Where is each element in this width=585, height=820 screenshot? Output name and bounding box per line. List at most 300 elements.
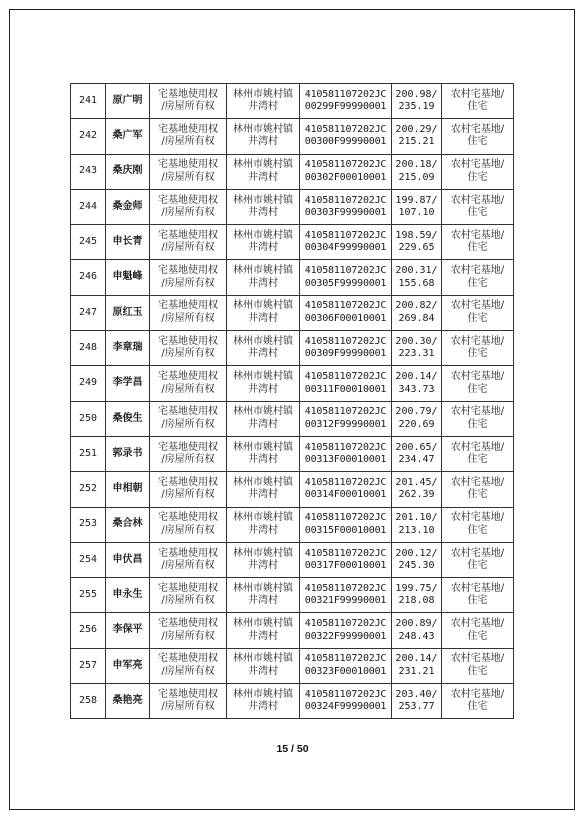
right-type-cell: [150, 613, 227, 648]
table-row: [71, 648, 514, 683]
table-row: [71, 578, 514, 613]
unit-code-cell: [300, 436, 392, 471]
table-row: [71, 189, 514, 224]
table-row: [71, 472, 514, 507]
usage-cell: [442, 225, 514, 260]
right-type-line: 宅基地使用权: [158, 194, 218, 206]
location-cell: [227, 401, 300, 436]
unit-code-line: 410581107202JC: [304, 476, 387, 488]
area-cell: [392, 119, 442, 154]
location-line: 井湾村: [248, 207, 278, 219]
location-line: 林州市姚村镇: [233, 229, 293, 241]
area-line: 215.21: [398, 136, 435, 148]
unit-code-cell: [300, 684, 392, 719]
area-cell: [392, 295, 442, 330]
usage-line: 住宅: [467, 489, 488, 501]
unit-code-line: 410581107202JC: [304, 229, 387, 241]
usage-cell: [442, 401, 514, 436]
right-type-line: 宅基地使用权: [158, 653, 218, 665]
row-number-cell: 248: [71, 331, 106, 366]
right-type-cell: [150, 260, 227, 295]
right-type-cell: [150, 119, 227, 154]
right-type-cell: [150, 295, 227, 330]
location-cell: [227, 119, 300, 154]
unit-code-line: 410581107202JC: [304, 194, 387, 206]
location-line: 井湾村: [248, 489, 278, 501]
right-type-cell: [150, 84, 227, 119]
right-type-line: 宅基地使用权: [158, 371, 218, 383]
usage-cell: [442, 331, 514, 366]
area-cell: [392, 436, 442, 471]
usage-line: 住宅: [467, 171, 488, 183]
right-type-cell: [150, 436, 227, 471]
area-line: 213.10: [398, 524, 435, 536]
location-line: 井湾村: [248, 171, 278, 183]
right-type-line: 宅基地使用权: [158, 88, 218, 100]
area-cell: [392, 366, 442, 401]
row-number-cell: 246: [71, 260, 106, 295]
property-registry-table: [70, 83, 514, 719]
area-line: 220.69: [398, 418, 435, 430]
unit-code-line: 00304F99990001: [304, 242, 387, 254]
location-line: 林州市姚村镇: [233, 88, 293, 100]
right-type-cell: [150, 366, 227, 401]
unit-code-line: 410581107202JC: [304, 618, 387, 630]
row-number-cell: 249: [71, 366, 106, 401]
usage-line: 住宅: [467, 418, 488, 430]
right-type-line: 宅基地使用权: [158, 300, 218, 312]
location-cell: [227, 613, 300, 648]
unit-code-cell: [300, 472, 392, 507]
area-line: 200.18/: [395, 159, 438, 171]
owner-name-cell: 申永生: [106, 578, 150, 613]
unit-code-cell: [300, 189, 392, 224]
area-line: 198.59/: [395, 229, 438, 241]
location-line: 井湾村: [248, 383, 278, 395]
location-cell: [227, 295, 300, 330]
unit-code-line: 00299F99990001: [304, 101, 387, 113]
right-type-line: /房屋所有权: [161, 348, 215, 360]
right-type-line: 宅基地使用权: [158, 476, 218, 488]
usage-line: 农村宅基地/: [450, 159, 505, 171]
owner-name-cell: 桑广军: [106, 119, 150, 154]
location-cell: [227, 331, 300, 366]
right-type-line: /房屋所有权: [161, 560, 215, 571]
right-type-cell: [150, 154, 227, 189]
right-type-line: /房屋所有权: [161, 524, 215, 536]
area-cell: [392, 648, 442, 683]
area-line: 200.30/: [395, 335, 438, 347]
usage-cell: [442, 119, 514, 154]
location-cell: [227, 154, 300, 189]
unit-code-line: 00303F99990001: [304, 207, 387, 219]
unit-code-cell: [300, 225, 392, 260]
table-row: [71, 225, 514, 260]
right-type-line: /房屋所有权: [161, 489, 215, 501]
location-line: 井湾村: [248, 630, 278, 642]
unit-code-line: 00314F00010001: [304, 489, 387, 501]
row-number-cell: 243: [71, 154, 106, 189]
usage-line: 住宅: [467, 277, 488, 289]
location-line: 井湾村: [248, 101, 278, 113]
area-line: 155.68: [398, 277, 435, 289]
unit-code-line: 410581107202JC: [304, 547, 387, 559]
unit-code-line: 410581107202JC: [304, 406, 387, 418]
row-number-cell: 254: [71, 542, 106, 577]
area-line: 223.31: [398, 348, 435, 360]
area-line: 107.10: [398, 207, 435, 219]
page-number: 15 / 50: [276, 743, 309, 755]
row-number-cell: 242: [71, 119, 106, 154]
location-line: 井湾村: [248, 277, 278, 289]
usage-line: 住宅: [467, 595, 488, 607]
area-line: 248.43: [398, 630, 435, 642]
table-row: [71, 684, 514, 719]
unit-code-cell: [300, 648, 392, 683]
area-cell: [392, 578, 442, 613]
location-cell: [227, 366, 300, 401]
table-row: [71, 331, 514, 366]
right-type-cell: [150, 578, 227, 613]
area-line: 200.14/: [395, 371, 438, 383]
location-line: 林州市姚村镇: [233, 476, 293, 488]
location-line: 林州市姚村镇: [233, 194, 293, 206]
table-row: [71, 295, 514, 330]
unit-code-cell: [300, 613, 392, 648]
area-line: 199.87/: [395, 194, 438, 206]
right-type-line: 宅基地使用权: [158, 547, 218, 559]
area-line: 201.45/: [395, 476, 438, 488]
right-type-cell: [150, 189, 227, 224]
location-line: 林州市姚村镇: [233, 547, 293, 559]
right-type-line: 宅基地使用权: [158, 123, 218, 135]
owner-name-cell: 郭录书: [106, 436, 150, 471]
right-type-line: 宅基地使用权: [158, 441, 218, 453]
location-cell: [227, 260, 300, 295]
right-type-line: /房屋所有权: [161, 277, 215, 289]
row-number-cell: 256: [71, 613, 106, 648]
unit-code-line: 00312F99990001: [304, 418, 387, 430]
location-line: 井湾村: [248, 665, 278, 677]
row-number-cell: 250: [71, 401, 106, 436]
unit-code-line: 410581107202JC: [304, 300, 387, 312]
usage-cell: [442, 84, 514, 119]
location-line: 林州市姚村镇: [233, 335, 293, 347]
row-number-cell: 258: [71, 684, 106, 719]
unit-code-cell: [300, 578, 392, 613]
usage-line: 农村宅基地/: [450, 229, 505, 241]
usage-line: 住宅: [467, 524, 488, 536]
right-type-cell: [150, 225, 227, 260]
unit-code-line: 410581107202JC: [304, 688, 387, 700]
area-cell: [392, 684, 442, 719]
area-line: 203.40/: [395, 688, 438, 700]
usage-line: 农村宅基地/: [450, 194, 505, 206]
unit-code-line: 00315F00010001: [304, 524, 387, 536]
unit-code-line: 00305F99990001: [304, 277, 387, 289]
owner-name-cell: 桑艳亮: [106, 684, 150, 719]
usage-cell: [442, 542, 514, 577]
usage-cell: [442, 260, 514, 295]
right-type-cell: [150, 542, 227, 577]
row-number-cell: 244: [71, 189, 106, 224]
area-line: 235.19: [398, 101, 435, 113]
right-type-line: /房屋所有权: [161, 665, 215, 677]
unit-code-line: 410581107202JC: [304, 441, 387, 453]
owner-name-cell: 桑金师: [106, 189, 150, 224]
location-cell: [227, 189, 300, 224]
area-line: 200.82/: [395, 300, 438, 312]
usage-line: 农村宅基地/: [450, 476, 505, 488]
usage-cell: [442, 578, 514, 613]
unit-code-line: 410581107202JC: [304, 582, 387, 594]
usage-line: 农村宅基地/: [450, 265, 505, 277]
table-body: [71, 84, 514, 719]
usage-cell: [442, 507, 514, 542]
area-line: 200.29/: [395, 123, 438, 135]
unit-code-cell: [300, 119, 392, 154]
right-type-line: /房屋所有权: [161, 312, 215, 324]
usage-line: 住宅: [467, 630, 488, 642]
unit-code-line: 00309F99990001: [304, 348, 387, 360]
usage-line: 住宅: [467, 242, 488, 254]
right-type-line: 宅基地使用权: [158, 229, 218, 241]
right-type-cell: [150, 401, 227, 436]
area-line: 218.08: [398, 595, 435, 607]
location-line: 井湾村: [248, 312, 278, 324]
right-type-cell: [150, 507, 227, 542]
row-number-cell: 255: [71, 578, 106, 613]
area-line: 200.79/: [395, 406, 438, 418]
location-cell: [227, 84, 300, 119]
usage-cell: [442, 684, 514, 719]
unit-code-line: 410581107202JC: [304, 265, 387, 277]
usage-line: 农村宅基地/: [450, 653, 505, 665]
location-line: 林州市姚村镇: [233, 688, 293, 700]
unit-code-line: 410581107202JC: [304, 159, 387, 171]
right-type-line: 宅基地使用权: [158, 582, 218, 594]
table-row: [71, 507, 514, 542]
location-cell: [227, 436, 300, 471]
usage-line: 农村宅基地/: [450, 335, 505, 347]
owner-name-cell: 李学昌: [106, 366, 150, 401]
location-cell: [227, 225, 300, 260]
location-line: 林州市姚村镇: [233, 618, 293, 630]
area-line: 200.31/: [395, 265, 438, 277]
usage-line: 农村宅基地/: [450, 441, 505, 453]
row-number-cell: 253: [71, 507, 106, 542]
unit-code-line: 00317F00010001: [304, 560, 387, 571]
owner-name-cell: 申伏昌: [106, 542, 150, 577]
unit-code-line: 410581107202JC: [304, 335, 387, 347]
right-type-line: /房屋所有权: [161, 630, 215, 642]
owner-name-cell: 桑俊生: [106, 401, 150, 436]
area-cell: [392, 542, 442, 577]
location-cell: [227, 542, 300, 577]
unit-code-cell: [300, 366, 392, 401]
location-line: 林州市姚村镇: [233, 159, 293, 171]
location-cell: [227, 472, 300, 507]
owner-name-cell: 桑合林: [106, 507, 150, 542]
unit-code-cell: [300, 154, 392, 189]
unit-code-cell: [300, 401, 392, 436]
area-line: 229.65: [398, 242, 435, 254]
location-line: 林州市姚村镇: [233, 265, 293, 277]
unit-code-line: 410581107202JC: [304, 123, 387, 135]
area-cell: [392, 613, 442, 648]
unit-code-line: 00323F00010001: [304, 665, 387, 677]
location-line: 林州市姚村镇: [233, 371, 293, 383]
usage-line: 住宅: [467, 560, 488, 571]
area-line: 200.14/: [395, 653, 438, 665]
location-cell: [227, 578, 300, 613]
unit-code-line: 00313F00010001: [304, 454, 387, 466]
right-type-line: 宅基地使用权: [158, 406, 218, 418]
row-number-cell: 251: [71, 436, 106, 471]
usage-line: 农村宅基地/: [450, 300, 505, 312]
location-line: 林州市姚村镇: [233, 512, 293, 524]
owner-name-cell: 李章瑞: [106, 331, 150, 366]
right-type-line: /房屋所有权: [161, 242, 215, 254]
area-line: 269.84: [398, 312, 435, 324]
right-type-line: /房屋所有权: [161, 101, 215, 113]
right-type-line: 宅基地使用权: [158, 618, 218, 630]
area-cell: [392, 472, 442, 507]
location-line: 井湾村: [248, 454, 278, 466]
location-cell: [227, 507, 300, 542]
usage-cell: [442, 436, 514, 471]
area-line: 200.89/: [395, 618, 438, 630]
unit-code-line: 00306F00010001: [304, 312, 387, 324]
right-type-line: 宅基地使用权: [158, 688, 218, 700]
usage-cell: [442, 648, 514, 683]
unit-code-cell: [300, 295, 392, 330]
area-line: 201.10/: [395, 512, 438, 524]
usage-line: 住宅: [467, 701, 488, 713]
location-line: 井湾村: [248, 418, 278, 430]
usage-line: 农村宅基地/: [450, 406, 505, 418]
area-line: 253.77: [398, 701, 435, 713]
area-line: 234.47: [398, 454, 435, 466]
location-line: 井湾村: [248, 701, 278, 713]
usage-line: 农村宅基地/: [450, 512, 505, 524]
area-cell: [392, 225, 442, 260]
owner-name-cell: 原广明: [106, 84, 150, 119]
unit-code-line: 00311F00010001: [304, 383, 387, 395]
right-type-cell: [150, 648, 227, 683]
area-line: 343.73: [398, 383, 435, 395]
table-row: [71, 84, 514, 119]
area-line: 245.30: [398, 560, 435, 571]
right-type-cell: [150, 684, 227, 719]
right-type-line: /房屋所有权: [161, 595, 215, 607]
row-number-cell: 241: [71, 84, 106, 119]
right-type-line: /房屋所有权: [161, 701, 215, 713]
right-type-cell: [150, 472, 227, 507]
location-cell: [227, 684, 300, 719]
right-type-line: /房屋所有权: [161, 207, 215, 219]
right-type-cell: [150, 331, 227, 366]
unit-code-line: 00324F99990001: [304, 701, 387, 713]
area-line: 215.09: [398, 171, 435, 183]
location-line: 林州市姚村镇: [233, 441, 293, 453]
area-cell: [392, 331, 442, 366]
area-line: 199.75/: [395, 582, 438, 594]
owner-name-cell: 申相朝: [106, 472, 150, 507]
usage-cell: [442, 613, 514, 648]
area-line: 200.98/: [395, 88, 438, 100]
area-cell: [392, 507, 442, 542]
unit-code-line: 00321F99990001: [304, 595, 387, 607]
location-line: 林州市姚村镇: [233, 653, 293, 665]
row-number-cell: 245: [71, 225, 106, 260]
usage-line: 农村宅基地/: [450, 547, 505, 559]
owner-name-cell: 申军亮: [106, 648, 150, 683]
usage-line: 农村宅基地/: [450, 123, 505, 135]
area-cell: [392, 154, 442, 189]
location-line: 林州市姚村镇: [233, 406, 293, 418]
usage-cell: [442, 154, 514, 189]
usage-line: 住宅: [467, 383, 488, 395]
unit-code-line: 410581107202JC: [304, 653, 387, 665]
location-cell: [227, 648, 300, 683]
usage-cell: [442, 295, 514, 330]
location-line: 井湾村: [248, 136, 278, 148]
owner-name-cell: 申魁峰: [106, 260, 150, 295]
right-type-line: /房屋所有权: [161, 418, 215, 430]
usage-line: 农村宅基地/: [450, 88, 505, 100]
unit-code-cell: [300, 507, 392, 542]
area-line: 200.12/: [395, 547, 438, 559]
area-line: 231.21: [398, 665, 435, 677]
owner-name-cell: 桑庆刚: [106, 154, 150, 189]
usage-cell: [442, 472, 514, 507]
usage-line: 住宅: [467, 454, 488, 466]
usage-line: 住宅: [467, 136, 488, 148]
owner-name-cell: 申长青: [106, 225, 150, 260]
location-line: 井湾村: [248, 524, 278, 536]
location-line: 井湾村: [248, 595, 278, 607]
row-number-cell: 252: [71, 472, 106, 507]
unit-code-cell: [300, 542, 392, 577]
unit-code-cell: [300, 331, 392, 366]
right-type-line: 宅基地使用权: [158, 265, 218, 277]
usage-line: 住宅: [467, 101, 488, 113]
right-type-line: 宅基地使用权: [158, 159, 218, 171]
owner-name-cell: 原红玉: [106, 295, 150, 330]
usage-line: 住宅: [467, 312, 488, 324]
unit-code-line: 410581107202JC: [304, 88, 387, 100]
usage-line: 农村宅基地/: [450, 688, 505, 700]
right-type-line: 宅基地使用权: [158, 335, 218, 347]
unit-code-line: 410581107202JC: [304, 371, 387, 383]
usage-line: 农村宅基地/: [450, 618, 505, 630]
usage-line: 住宅: [467, 665, 488, 677]
table-row: [71, 436, 514, 471]
table-row: [71, 401, 514, 436]
table-row: [71, 119, 514, 154]
table-row: [71, 154, 514, 189]
area-cell: [392, 189, 442, 224]
usage-line: 农村宅基地/: [450, 371, 505, 383]
unit-code-line: 00300F99990001: [304, 136, 387, 148]
right-type-line: /房屋所有权: [161, 454, 215, 466]
location-line: 林州市姚村镇: [233, 582, 293, 594]
owner-name-cell: 李保平: [106, 613, 150, 648]
location-line: 林州市姚村镇: [233, 300, 293, 312]
unit-code-cell: [300, 84, 392, 119]
table-row: [71, 542, 514, 577]
